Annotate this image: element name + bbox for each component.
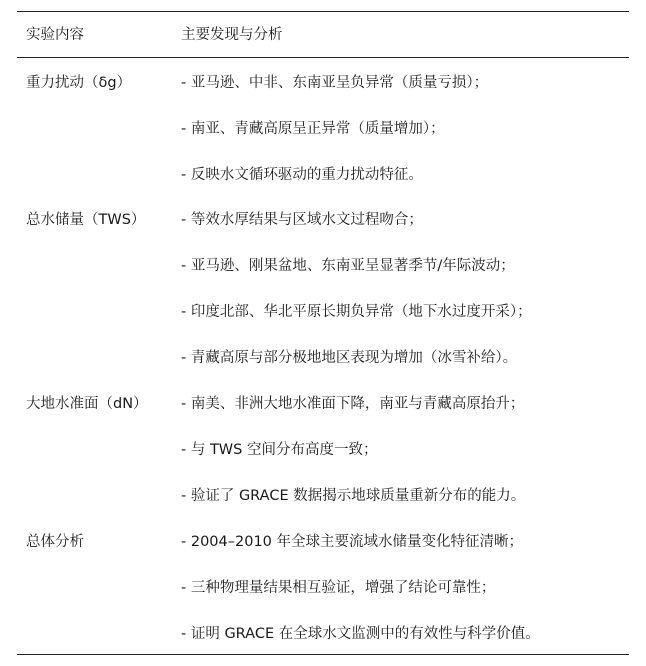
table-top-rule	[17, 11, 629, 12]
section-label-geoid: 大地水准面（dN）	[26, 396, 148, 412]
finding-item: - 2004–2010 年全球主要流域水储量变化特征清晰；	[181, 534, 524, 550]
finding-item: - 青藏高原与部分极地地区表现为增加（冰雪补给）。	[181, 350, 518, 366]
table-bottom-rule	[17, 654, 629, 655]
section-label-gravity: 重力扰动（δg）	[26, 75, 132, 91]
finding-item: - 南亚、青藏高原呈正异常（质量增加）；	[181, 121, 445, 137]
finding-item: - 等效水厚结果与区域水文过程吻合；	[181, 212, 423, 228]
finding-item: - 三种物理量结果相互验证，增强了结论可靠性；	[181, 580, 496, 596]
findings-table	[17, 11, 629, 655]
finding-item: - 验证了 GRACE 数据揭示地球质量重新分布的能力。	[181, 488, 526, 504]
section-label-overall: 总体分析	[26, 534, 84, 550]
section-label-tws: 总水储量（TWS）	[26, 212, 146, 228]
finding-item: - 亚马逊、刚果盆地、东南亚呈显著季节/年际波动；	[181, 258, 515, 274]
header-rule	[17, 57, 629, 58]
finding-item: - 南美、非洲大地水准面下降，南亚与青藏高原抬升；	[181, 396, 525, 412]
finding-item: - 印度北部、华北平原长期负异常（地下水过度开采）；	[181, 304, 532, 320]
header-experiment: 实验内容	[26, 27, 84, 43]
finding-item: - 亚马逊、中非、东南亚呈负异常（质量亏损）；	[181, 75, 489, 91]
finding-item: - 反映水文循环驱动的重力扰动特征。	[181, 167, 423, 183]
header-findings: 主要发现与分析	[181, 27, 283, 43]
finding-item: - 证明 GRACE 在全球水文监测中的有效性与科学价值。	[181, 626, 540, 642]
finding-item: - 与 TWS 空间分布高度一致；	[181, 442, 378, 458]
